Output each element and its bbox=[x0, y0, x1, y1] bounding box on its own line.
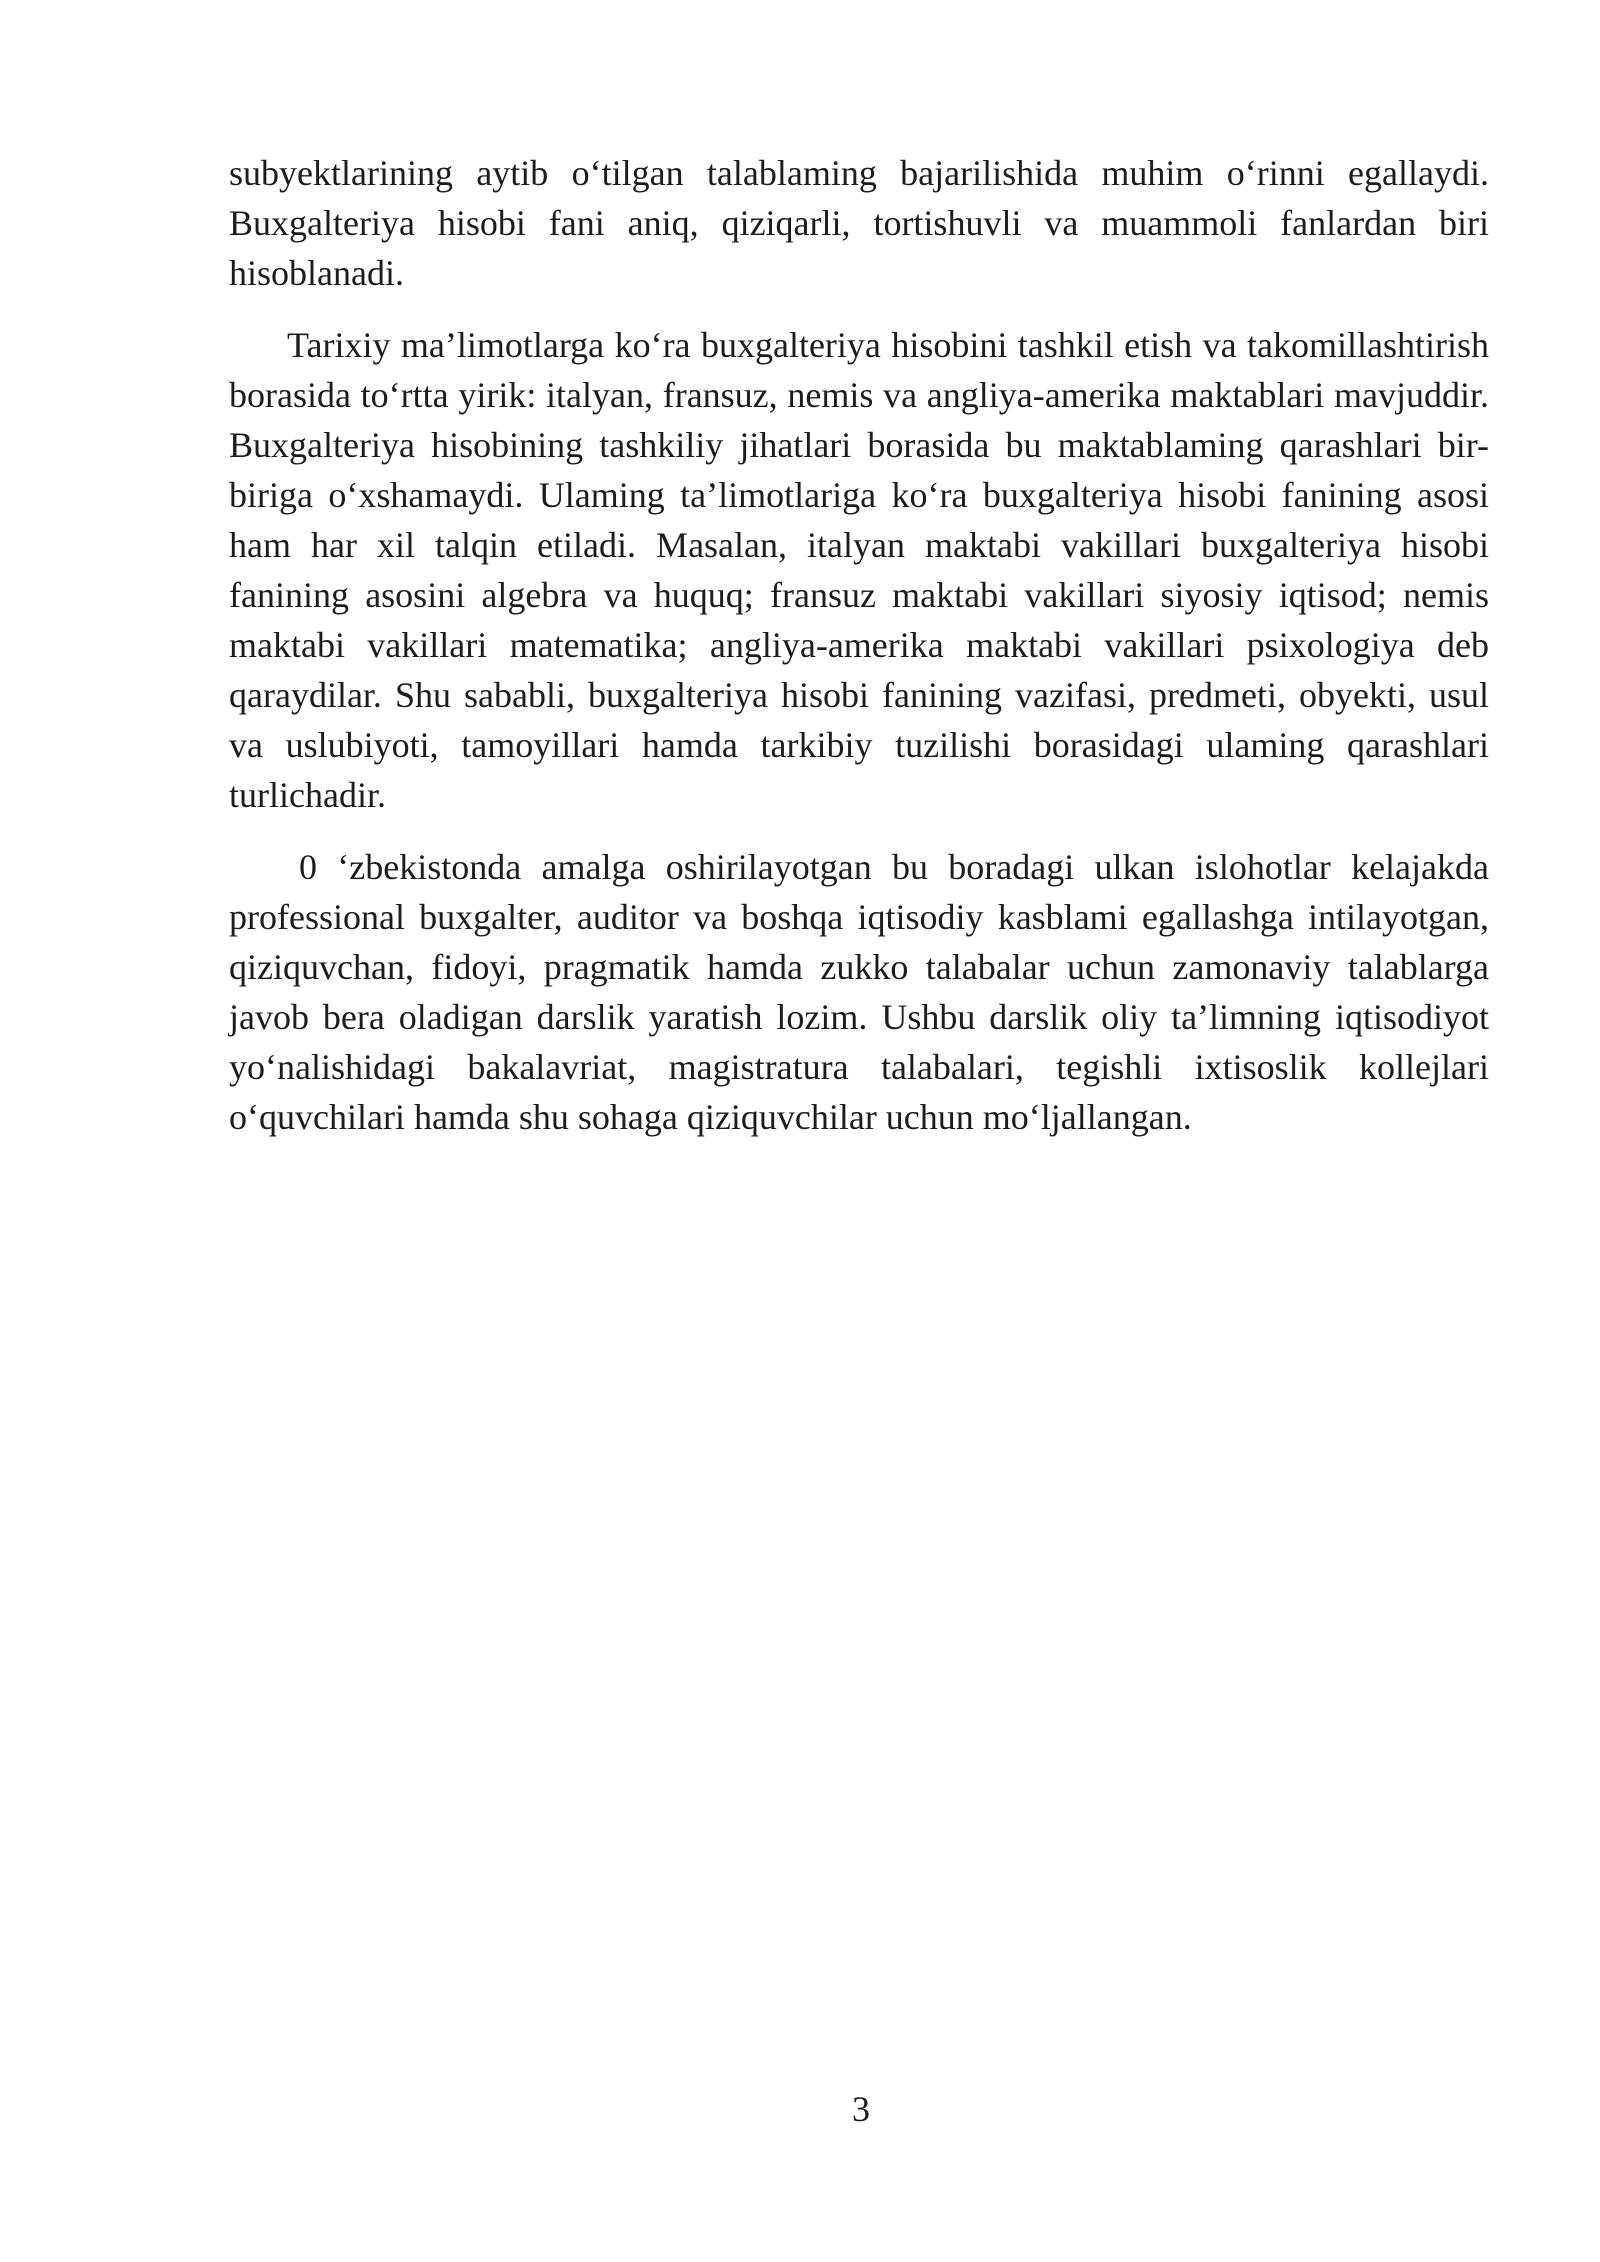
paragraph-continuation: subyektlarining aytib o‘tilgan talablaming bajarilishida muhim o‘rinni egallaydi. Buxgalteriya hisobi fani aniq, qiziqarli, tortishuvli va muammoli fanlardan biri hisoblanadi. bbox=[229, 153, 1489, 293]
paragraph-textbook-purpose: 0 ‘zbekistonda amalga oshirilayotgan bu boradagi ulkan islohotlar kelajakda professional buxgalter, auditor va boshqa iqtisodiy kasblami egallashga intilayotgan, qiziquvchan, fidoyi, pragmatik hamda zukko talabalar uchun zamonaviy talablarga javob bera oladigan darslik yaratish lozim. Ushbu darslik oliy ta’limning iqtisodiyot yo‘nalishidagi bakalavriat, magistratura talabalari, tegishli ixtisoslik kollejlari o‘quvchilari hamda shu sohaga qiziquvchilar uchun mo‘ljallangan. bbox=[229, 847, 1489, 1137]
paragraph-accounting-schools: Tarixiy ma’limotlarga ko‘ra buxgalteriya hisobini tashkil etish va takomillashtirish borasida to‘rtta yirik: italyan, fransuz, nemis va angliya-amerika maktablari mavjuddir. Buxgalteriya hisobining tashkiliy jihatlari borasida bu maktablaming qarashlari bir-biriga o‘xshamaydi. Ulaming ta’limotlariga ko‘ra buxgalteriya hisobi fanining asosi ham har xil talqin etiladi. Masalan, italyan maktabi vakillari buxgalteriya hisobi fanining asosini algebra va huquq; fransuz maktabi vakillari siyosiy iqtisod; nemis maktabi vakillari matematika; angliya-amerika maktabi vakillari psixologiya deb qaraydilar. Shu sababli, buxgalteriya hisobi fanining vazifasi, predmeti, obyekti, usul va uslubiyoti, tamoyillari hamda tarkibiy tuzilishi borasidagi ulaming qarashlari turlichadir. bbox=[229, 325, 1489, 815]
body-text bbox=[229, 148, 1489, 1142]
page-number: 3 bbox=[852, 2089, 870, 2129]
